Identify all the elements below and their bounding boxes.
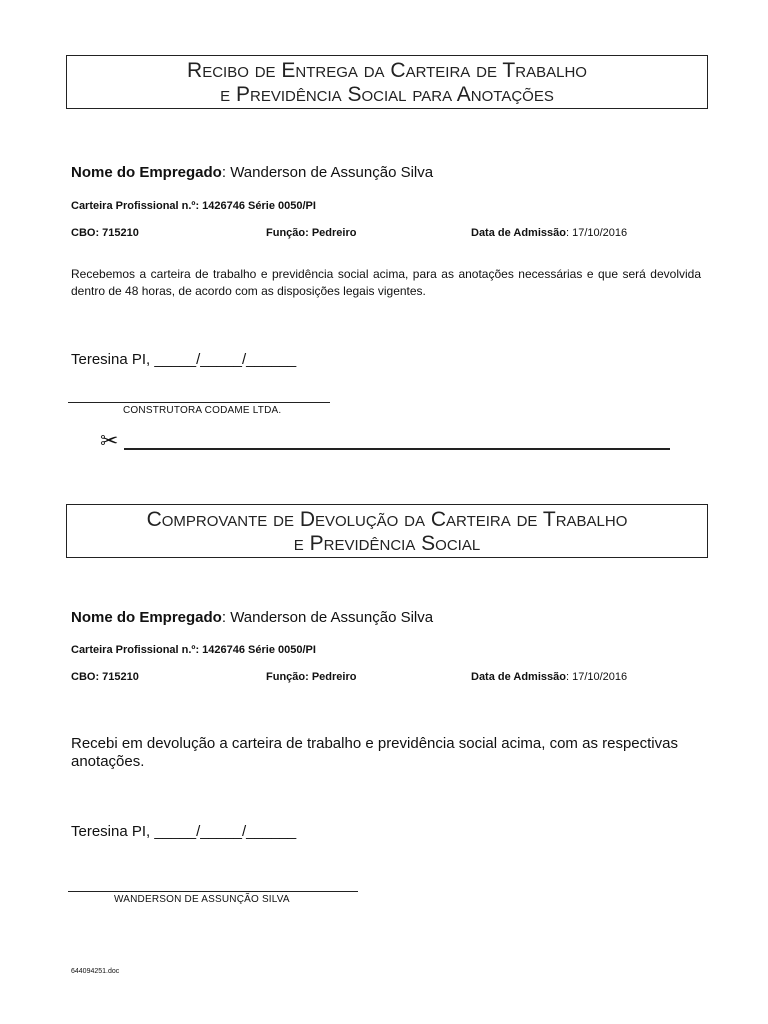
return-title-box (66, 504, 708, 558)
receipt-admissao-value: : 17/10/2016 (565, 227, 628, 239)
receipt-place-date: Teresina PI, _____/_____/______ (71, 351, 297, 368)
return-ctps: Carteira Profissional n.º: 1426746 Série 0050/PI (71, 644, 316, 656)
return-signature-name: WANDERSON DE ASSUNÇÃO SILVA (114, 894, 290, 905)
receipt-ctps: Carteira Profissional n.º: 1426746 Série 0050/PI (71, 200, 316, 212)
return-employee (71, 609, 433, 626)
return-admissao-value: : 17/10/2016 (565, 671, 628, 683)
receipt-admissao-label: Data de Admissão (471, 227, 566, 239)
footer-filename: 644094251.doc (71, 968, 120, 975)
receipt-employee-label: Nome do Empregado (71, 164, 222, 181)
receipt-admissao (471, 227, 627, 239)
receipt-title-line2: e Previdência Social para Anotações (220, 83, 554, 106)
return-cbo: CBO: 715210 (71, 671, 139, 683)
receipt-employee-name: : Wanderson de Assunção Silva (221, 164, 434, 181)
receipt-signature-line (68, 402, 330, 403)
return-title-line2: e Previdência Social (293, 532, 481, 555)
return-admissao (471, 671, 627, 683)
receipt-funcao: Função: Pedreiro (266, 227, 357, 239)
receipt-signature-name: CONSTRUTORA CODAME LTDA. (123, 405, 282, 416)
receipt-cbo: CBO: 715210 (71, 227, 139, 239)
return-employee-name: : Wanderson de Assunção Silva (221, 609, 434, 626)
receipt-title-line1: Recibo de Entrega da Carteira de Trabalho (187, 59, 587, 82)
return-title-line1: Comprovante de Devolução da Carteira de Trabalho (146, 508, 628, 531)
return-admissao-label: Data de Admissão (471, 671, 566, 683)
cut-line (124, 448, 670, 450)
return-place-date: Teresina PI, _____/_____/______ (71, 823, 297, 840)
return-employee-label: Nome do Empregado (71, 609, 222, 626)
return-funcao: Função: Pedreiro (266, 671, 357, 683)
return-text: Recebi em devolução a carteira de trabalho e previdência social acima, com as respectivas anotações. (71, 735, 678, 770)
receipt-title-box (66, 55, 708, 109)
return-signature-line (68, 891, 358, 892)
receipt-text: Recebemos a carteira de trabalho e previdência social acima, para as anotações necessárias e que será devolvida dentro de 48 horas, de acordo com as disposições legais vigentes. (71, 267, 701, 298)
scissors-icon: ✂ (100, 428, 119, 453)
receipt-employee (71, 164, 433, 181)
